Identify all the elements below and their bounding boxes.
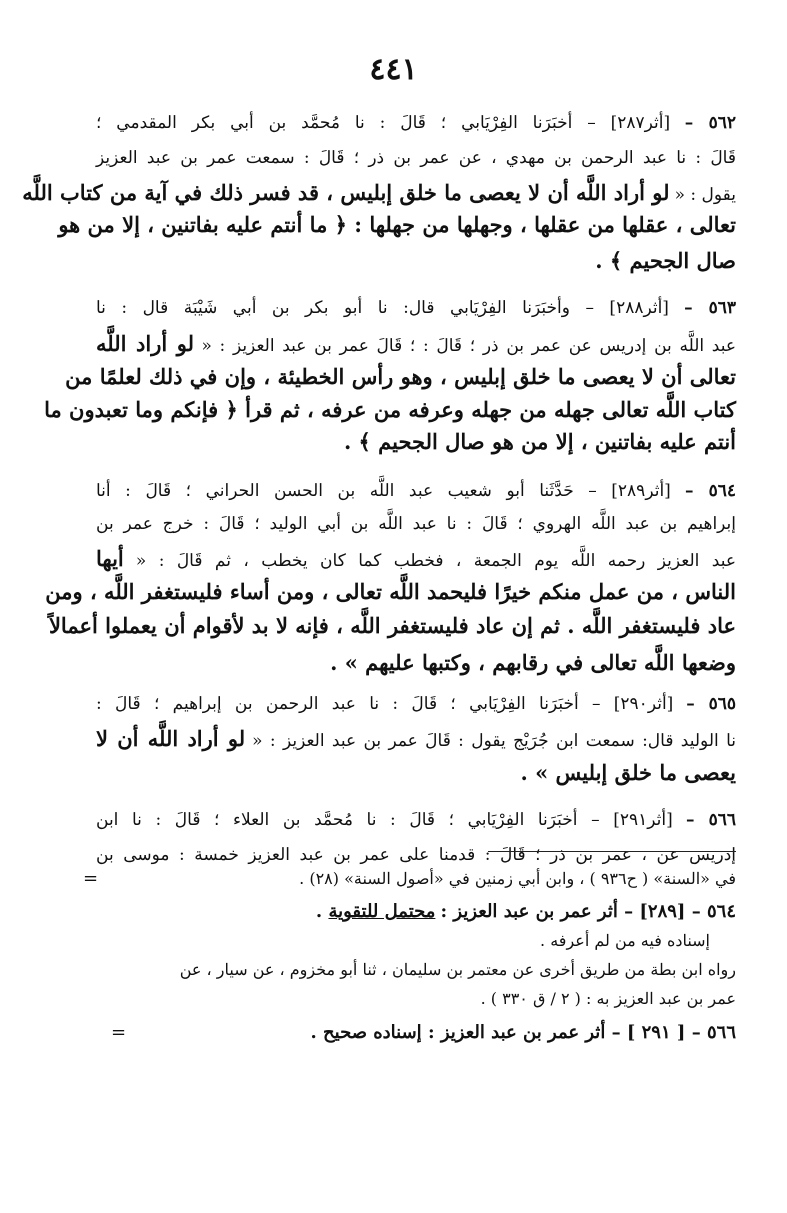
quoted-text: لو أراد اللَّه أن لا يعصى ما خلق إبليس ، قد فسر ذلك في آية من كتاب اللَّه: [22, 180, 670, 205]
quoted-text: لو أراد اللَّه: [96, 331, 195, 356]
narration-text: عبد اللَّه بن إدريس عن عمر بن ذر ؛ قَالَ : ؛ قَالَ عمر بن عبد العزيز : «: [201, 336, 736, 356]
page-number: ٤٤١: [369, 52, 418, 87]
footnote-line: [481, 986, 736, 1012]
footnote-line: [316, 899, 736, 925]
footnote-tail: .: [315, 901, 329, 922]
footnotes: [83, 0, 736, 1213]
quoted-text: أنتم عليه بفاتنين ، إلا من هو صال الجحيم ﴾ .: [343, 429, 736, 454]
quoted-text: تعالى أن لا يعصى ما خلق إبليس ، وهو رأس الخطيئة ، وإن في ذلك لعلمًا من: [65, 364, 736, 389]
quoted-text: أيها: [96, 546, 124, 571]
quoted-text: الناس ، من عمل منكم خيرًا فليحمد اللَّه تعالى ، ومن أساء فليستغفر اللَّه ، ومن: [45, 579, 736, 604]
entry-number: ٥٦٤ –: [685, 481, 736, 501]
footnote-heading: ٥٦٦ – [ ٢٩١ ] – أثر عمر بن عبد العزيز : إسناده صحيح .: [310, 1022, 736, 1043]
continuation-mark: =: [111, 1022, 127, 1043]
footnote-text: رواه ابن بطة من طريق أخرى عن معتمر بن سليمان ، ثنا أبو مخزوم ، عن سيار ، عن: [179, 960, 736, 979]
narration-text: [أثر٢٨٧] – أخبَرَنا الفِرْيَابي ؛ قَالَ : نا مُحمَّد بن أبي بكر المقدمي ؛: [96, 113, 671, 133]
continuation-mark: =: [83, 868, 99, 889]
narration-text: عبد العزيز رحمه اللَّه يوم الجمعة ، فخطب كما كان يخطب ، ثم قَالَ : «: [135, 551, 736, 571]
narration-text: إدريس عن ، عمر بن ذر ؛ قَالَ : قدمنا على عمر بن عبد العزيز خمسة : موسى بن: [96, 845, 736, 865]
footnote-line: [299, 866, 736, 892]
footnote-line: [180, 957, 736, 983]
narration-text: [أثر٢٩٠] – أخبَرَنا الفِرْيَابي ؛ قَالَ : نا عبد الرحمن بن إبراهيم ؛ قَالَ :: [96, 694, 674, 714]
footnote-text: في «السنة» ( ح٩٣٦ ) ، وابن أبي زمنين في «أصول السنة» (٢٨) .: [299, 869, 736, 888]
footnote-line: [310, 1020, 736, 1046]
entry-number: ٥٦٢ –: [684, 113, 736, 133]
narration-text: [أثر٢٨٨] – وأخبَرَنا الفِرْيَابي قال: نا أبو بكر بن أبي شَيْبَة قال : نا: [96, 298, 669, 318]
footnote-text: عمر بن عبد العزيز به : ( ٢ / ق ٣٣٠ ) .: [480, 989, 736, 1008]
quoted-text: وضعها اللَّه تعالى في رقابهم ، وكتبها عليهم » .: [330, 650, 736, 675]
quoted-text: يعصى ما خلق إبليس » .: [520, 760, 736, 785]
quoted-text: لو أراد اللَّه أن لا: [96, 726, 246, 751]
quoted-text: عاد فليستغفر اللَّه . ثم إن عاد فليستغفر اللَّه ، فإنه لا بد لأقوام أن يعملوا أعمالاً: [48, 613, 736, 638]
entry-number: ٥٦٦ –: [686, 810, 737, 830]
quoted-text: تعالى ، عقلها من عقلها ، وجهلها من جهلها : ﴿ ما أنتم عليه بفاتنين ، إلا من هو: [58, 212, 736, 237]
entry-number: ٥٦٥ –: [686, 694, 736, 714]
narration-text: يقول : «: [674, 185, 736, 205]
quoted-text: كتاب اللَّه تعالى جهله من جهله وعرفه من عرفه ، ثم قرأ ﴿ فإنكم وما تعبدون ما: [44, 397, 736, 422]
footnote-text: إسناده فيه من لم أعرفه .: [540, 931, 710, 950]
quoted-text: صال الجحيم ﴾ .: [595, 248, 736, 273]
entry-number: ٥٦٣ –: [684, 298, 736, 318]
narration-text: [أثر٢٨٩] – حَدَّثَنا أبو شعيب عبد اللَّه بن الحسن الحراني ؛ قَالَ : أنا: [96, 481, 671, 501]
narration-text: نا الوليد قال: سمعت ابن جُرَيْج يقول : قَالَ عمر بن عبد العزيز : «: [252, 731, 736, 751]
footnote-grading: محتمل للتقوية: [328, 901, 436, 922]
narration-text: [أثر٢٩١] – أخبَرَنا الفِرْيَابي ؛ قَالَ : نا مُحمَّد بن العلاء ؛ قَالَ : نا ابن: [96, 810, 673, 830]
narration-text: قَالَ : نا عبد الرحمن بن مهدي ، عن عمر بن ذر ؛ قَالَ : سمعت عمر بن عبد العزيز: [96, 148, 736, 168]
footnote-line: [540, 928, 710, 954]
footnote-heading: ٥٦٤ – [٢٨٩] – أثر عمر بن عبد العزيز :: [440, 901, 736, 922]
narration-text: إبراهيم بن عبد اللَّه الهروي ؛ قَالَ : نا عبد اللَّه بن أبي الوليد ؛ قَالَ : خرج عمر بن: [96, 514, 737, 534]
